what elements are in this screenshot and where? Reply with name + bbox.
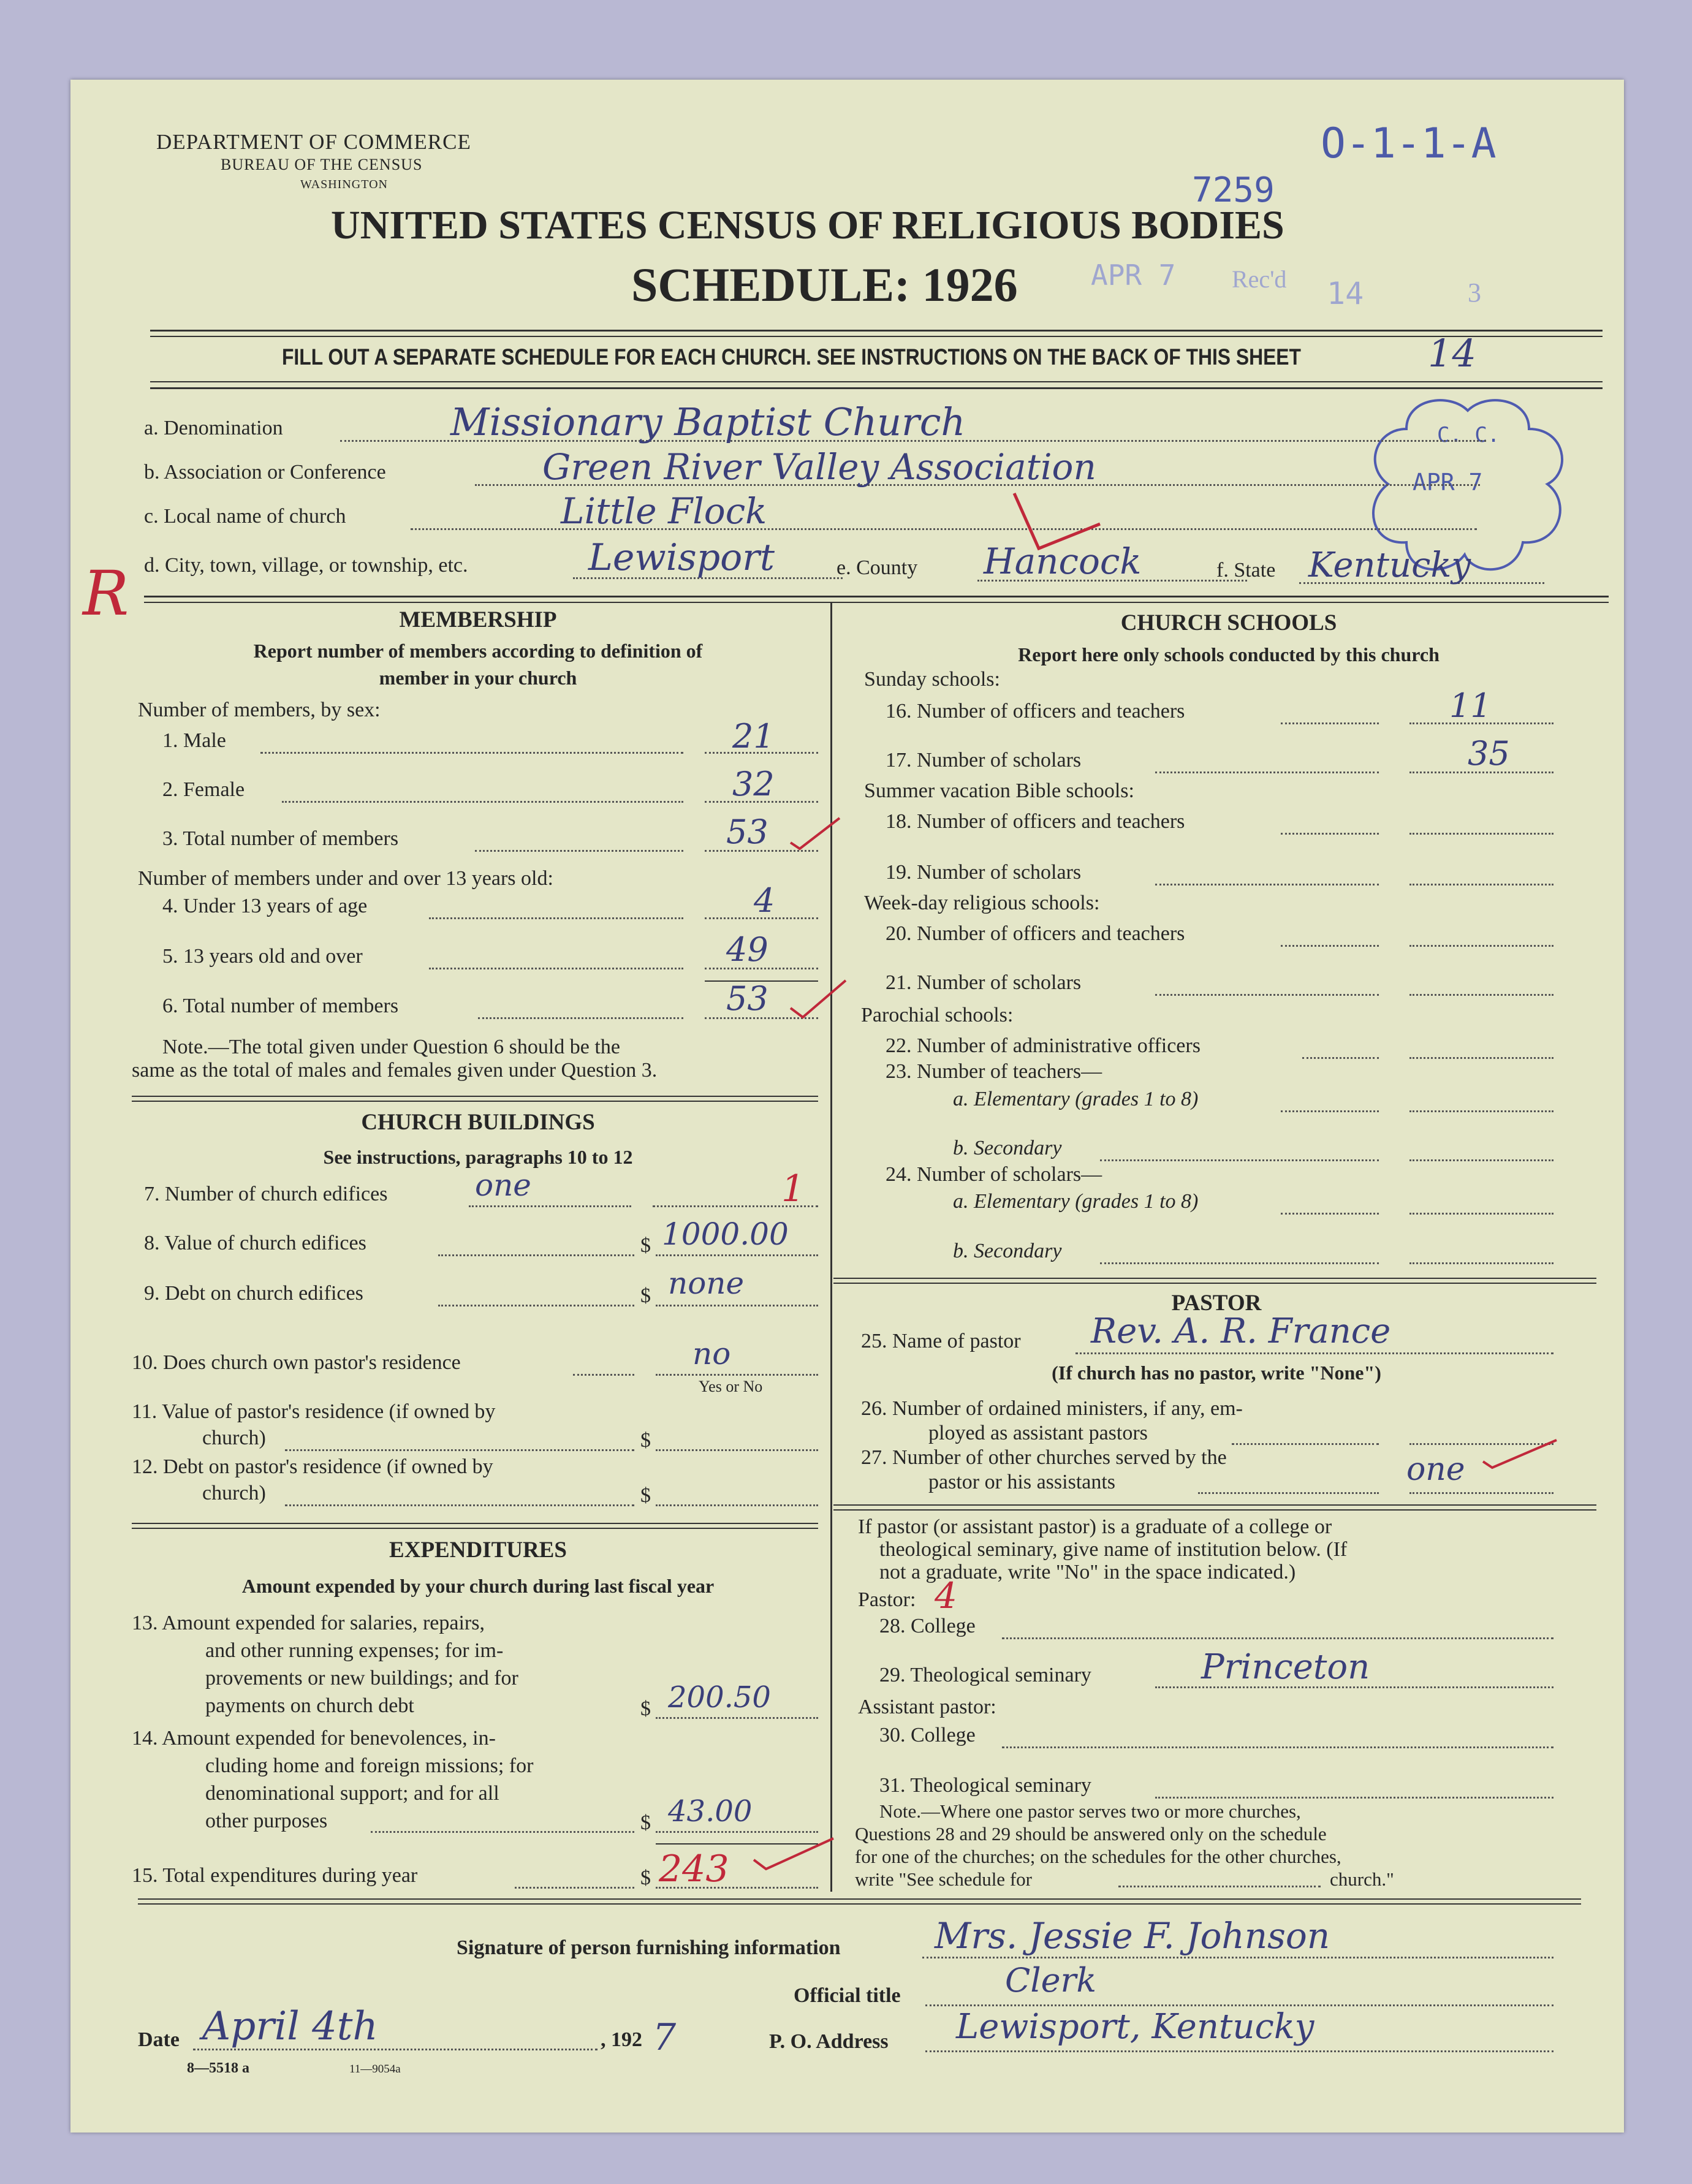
q11-line: [285, 1449, 634, 1451]
membership-note-2: same as the total of males and females given under Question 3.: [132, 1059, 658, 1082]
divider: [132, 1528, 818, 1529]
divider: [833, 1509, 1596, 1511]
q9-label: 9. Debt on church edifices: [144, 1282, 363, 1305]
q8-dollar: $: [640, 1234, 651, 1257]
q14-label-3: denominational support; and for all: [205, 1782, 499, 1805]
q16-line: [1281, 722, 1379, 724]
q13-label-1: 13. Amount expended for salaries, repairs,: [132, 1612, 485, 1634]
signature-value[interactable]: Mrs. Jessie F. Johnson: [935, 1915, 1330, 1957]
red-r-mark: R: [83, 558, 129, 629]
signature-label: Signature of person furnishing information: [457, 1936, 841, 1959]
q18-line: [1281, 833, 1379, 835]
date-value[interactable]: April 4th: [202, 2004, 378, 2049]
denomination-label: a. Denomination: [144, 417, 283, 439]
q7-label: 7. Number of church edifices: [144, 1183, 388, 1205]
pastor-note-1: Note.—Where one pastor serves two or more churches,: [879, 1800, 1301, 1822]
q31-line: [1155, 1797, 1554, 1799]
q23b-line: [1100, 1159, 1379, 1161]
q23a-label: a. Elementary (grades 1 to 8): [953, 1088, 1199, 1110]
q12-line: [285, 1504, 634, 1506]
membership-subtitle-1: Report number of members according to definition of: [253, 640, 703, 662]
red-check-mark-icon: [751, 1832, 837, 1875]
q3-label: 3. Total number of members: [162, 827, 399, 850]
q26-label-1: 26. Number of ordained ministers, if any, em-: [861, 1397, 1243, 1420]
q5-line: [429, 968, 683, 969]
pastor-heading: PASTOR: [1171, 1291, 1262, 1316]
file-code-stamp: O-1-1-A: [1321, 119, 1497, 168]
washington-heading: WASHINGTON: [300, 178, 388, 191]
q24a-line: [1281, 1213, 1379, 1215]
margin-handwritten-number: 14: [1428, 331, 1476, 376]
pastor-note-5: church.": [1330, 1868, 1394, 1890]
divider: [132, 1523, 818, 1524]
accession-number: 7259: [1192, 170, 1275, 210]
received-date-stamp: APR 7: [1091, 259, 1176, 292]
pastor-subheading: Pastor:: [858, 1588, 916, 1611]
form-number: 8—5518 a: [187, 2060, 249, 2076]
official-title-value[interactable]: Clerk: [1005, 1961, 1097, 2000]
q20-answer-line: [1409, 945, 1554, 947]
expenditures-heading: EXPENDITURES: [389, 1538, 567, 1563]
q21-answer-line: [1409, 994, 1554, 996]
q24b-line: [1100, 1262, 1379, 1264]
q17-label: 17. Number of scholars: [886, 749, 1082, 772]
q4-line: [429, 917, 683, 919]
schools-heading: CHURCH SCHOOLS: [1120, 610, 1337, 635]
q14-dollar: $: [640, 1811, 651, 1834]
q2-label: 2. Female: [162, 778, 245, 801]
q20-line: [1281, 945, 1379, 947]
q18-answer-line: [1409, 833, 1554, 835]
q25-note: (If church has no pastor, write "None"): [1052, 1362, 1381, 1384]
q19-answer-line: [1409, 884, 1554, 885]
divider: [833, 1283, 1596, 1284]
q9-answer-line: [656, 1305, 818, 1306]
q11-label-2: church): [202, 1427, 266, 1449]
q13-answer-line: [656, 1717, 818, 1719]
received-label-stamp: Rec'd: [1232, 265, 1287, 293]
official-title-label: Official title: [794, 1984, 901, 2007]
q14-label-4: other purposes: [205, 1810, 328, 1832]
state-value[interactable]: Kentucky: [1308, 545, 1471, 585]
q1-label: 1. Male: [162, 729, 226, 752]
q28-label: 28. College: [879, 1615, 976, 1637]
q12-label-2: church): [202, 1482, 266, 1504]
column-divider: [830, 602, 832, 1892]
date-label: Date: [138, 2028, 180, 2051]
q22-answer-line: [1409, 1057, 1554, 1059]
q4-label: 4. Under 13 years of age: [162, 895, 368, 917]
q9-line: [438, 1305, 634, 1306]
q3-value[interactable]: 53: [726, 813, 768, 851]
q15-line: [515, 1887, 634, 1889]
q8-line: [438, 1254, 634, 1256]
q16-value[interactable]: 11: [1449, 686, 1492, 725]
year-value[interactable]: 7: [653, 2016, 677, 2059]
expenditures-subtitle: Amount expended by your church during last fiscal year: [241, 1575, 715, 1597]
q14-value[interactable]: 43.00: [668, 1794, 753, 1829]
divider: [132, 1101, 818, 1102]
denomination-value[interactable]: Missionary Baptist Church: [450, 400, 966, 444]
q22-line: [1302, 1057, 1379, 1059]
q25-label: 25. Name of pastor: [861, 1330, 1021, 1352]
form-title: UNITED STATES CENSUS OF RELIGIOUS BODIES: [331, 203, 1284, 248]
q12-label-1: 12. Debt on pastor's residence (if owned by: [132, 1455, 493, 1478]
q13-label-2: and other running expenses; for im-: [205, 1639, 504, 1662]
cc-stamp-date: APR 7: [1413, 469, 1483, 496]
q23a-line: [1281, 1110, 1379, 1112]
received-number2-stamp: 3: [1468, 278, 1481, 308]
q23a-answer-line: [1409, 1110, 1554, 1112]
q7-value[interactable]: 1: [781, 1167, 805, 1210]
city-value[interactable]: Lewisport: [588, 536, 775, 579]
q10-label: 10. Does church own pastor's residence: [132, 1351, 461, 1374]
q23b-answer-line: [1409, 1159, 1554, 1161]
q24b-label: b. Secondary: [953, 1240, 1062, 1262]
q2-value[interactable]: 32: [732, 765, 775, 803]
q26-line: [1232, 1443, 1379, 1445]
q7-word-value[interactable]: one: [475, 1167, 531, 1203]
q15-value[interactable]: 243: [659, 1848, 729, 1890]
q4-value[interactable]: 4: [754, 881, 775, 920]
q25-line: [1076, 1352, 1554, 1354]
q24a-answer-line: [1409, 1213, 1554, 1215]
parochial-schools-heading: Parochial schools:: [861, 1004, 1014, 1026]
year-prefix: , 192: [601, 2028, 642, 2051]
graduate-instruction-2: theological seminary, give name of institution below. (If: [879, 1538, 1348, 1561]
local-name-label: c. Local name of church: [144, 505, 346, 528]
q21-label: 21. Number of scholars: [886, 971, 1082, 994]
q21-line: [1155, 994, 1379, 996]
q17-value[interactable]: 35: [1468, 734, 1510, 773]
q11-label-1: 11. Value of pastor's residence (if owned by: [132, 1400, 496, 1423]
buildings-subtitle: See instructions, paragraphs 10 to 12: [323, 1146, 633, 1168]
schedule-title: SCHEDULE: 1926: [631, 258, 1018, 311]
divider: [833, 1504, 1596, 1506]
red-check-mark-icon: [787, 974, 849, 1020]
q26-label-2: ployed as assistant pastors: [928, 1422, 1148, 1444]
official-title-line: [925, 2004, 1554, 2006]
weekday-schools-heading: Week-day religious schools:: [864, 892, 1100, 914]
q11-dollar: $: [640, 1429, 651, 1452]
local-name-value[interactable]: Little Flock: [561, 490, 767, 532]
q25-value[interactable]: Rev. A. R. France: [1091, 1311, 1391, 1351]
q30-label: 30. College: [879, 1724, 976, 1746]
association-value[interactable]: Green River Valley Association: [542, 446, 1096, 488]
q15-label: 15. Total expenditures during year: [132, 1864, 418, 1887]
signature-line: [922, 1957, 1554, 1958]
q11-answer-line: [656, 1449, 818, 1451]
q6-label: 6. Total number of members: [162, 995, 399, 1017]
divider: [150, 330, 1603, 332]
q1-line: [260, 752, 683, 754]
q15-dollar: $: [640, 1867, 651, 1889]
divider: [833, 1278, 1596, 1279]
divider: [138, 1903, 1581, 1905]
pastor-note-4: write "See schedule for: [855, 1868, 1032, 1890]
membership-heading: MEMBERSHIP: [399, 607, 557, 632]
q20-label: 20. Number of officers and teachers: [886, 922, 1185, 945]
association-label: b. Association or Conference: [144, 461, 386, 483]
pastor-note-2: Questions 28 and 29 should be answered only on the schedule: [855, 1823, 1327, 1845]
state-label: f. State: [1216, 559, 1276, 582]
q12-answer-line: [656, 1504, 818, 1506]
city-label: d. City, town, village, or township, etc.: [144, 554, 468, 577]
q5-value[interactable]: 49: [726, 930, 768, 969]
received-number-stamp: 14: [1327, 276, 1364, 311]
county-label: e. County: [837, 556, 918, 579]
q8-label: 8. Value of church edifices: [144, 1232, 366, 1254]
q13-dollar: $: [640, 1697, 651, 1720]
q9-dollar: $: [640, 1284, 651, 1307]
assistant-pastor-subheading: Assistant pastor:: [858, 1696, 996, 1718]
q27-line: [1198, 1492, 1379, 1494]
q14-line: [371, 1831, 634, 1833]
q28-line: [1002, 1637, 1554, 1639]
red-check-mark-icon: [1480, 1434, 1560, 1477]
q19-line: [1155, 884, 1379, 885]
divider: [144, 602, 1609, 603]
po-address-value[interactable]: Lewisport, Kentucky: [956, 2007, 1315, 2047]
members-by-sex-heading: Number of members, by sex:: [138, 699, 381, 721]
q18-label: 18. Number of officers and teachers: [886, 810, 1185, 833]
q17-line: [1155, 772, 1379, 773]
q24a-label: a. Elementary (grades 1 to 8): [953, 1190, 1199, 1213]
census-schedule-sheet: [70, 80, 1624, 2133]
graduate-instruction-1: If pastor (or assistant pastor) is a graduate of a college or: [858, 1515, 1332, 1538]
q13-label-4: payments on church debt: [205, 1694, 414, 1717]
divider: [144, 596, 1609, 597]
q30-line: [1002, 1746, 1554, 1748]
q7-line: [469, 1205, 631, 1207]
graduate-instruction-3: not a graduate, write "No" in the space indicated.): [879, 1561, 1296, 1583]
q5-label: 5. 13 years old and over: [162, 945, 363, 968]
q27-label-2: pastor or his assistants: [928, 1471, 1116, 1493]
q23-label: 23. Number of teachers—: [886, 1060, 1102, 1083]
q10-line: [573, 1374, 634, 1376]
q9-value[interactable]: none: [668, 1265, 745, 1301]
pastor-note-3: for one of the churches; on the schedules for the other churches,: [855, 1846, 1341, 1867]
q13-label-3: provements or new buildings; and for: [205, 1667, 518, 1689]
divider: [150, 336, 1603, 337]
pastor-note-blank: [1118, 1886, 1321, 1887]
age-heading: Number of members under and over 13 years old:: [138, 867, 553, 890]
q14-label-2: cluding home and foreign missions; for: [205, 1754, 534, 1777]
q10-value[interactable]: no: [692, 1336, 731, 1371]
membership-subtitle-2: member in your church: [379, 667, 577, 689]
q29-value[interactable]: Princeton: [1201, 1647, 1370, 1687]
department-heading: DEPARTMENT OF COMMERCE: [156, 130, 471, 154]
q19-label: 19. Number of scholars: [886, 861, 1082, 884]
yes-no-caption: Yes or No: [699, 1378, 763, 1395]
membership-note-1: Note.—The total given under Question 6 should be the: [162, 1036, 620, 1058]
q3-line: [475, 850, 683, 852]
print-number: 11—9054a: [349, 2063, 401, 2076]
q14-label-1: 14. Amount expended for benevolences, in-: [132, 1727, 496, 1750]
q6-line: [478, 1017, 683, 1019]
q24b-answer-line: [1409, 1262, 1554, 1264]
q27-answer-line: [1409, 1492, 1554, 1494]
q27-label-1: 27. Number of other churches served by the: [861, 1446, 1227, 1469]
q6-value[interactable]: 53: [726, 979, 768, 1018]
divider: [138, 1898, 1581, 1900]
q27-value[interactable]: one: [1406, 1451, 1465, 1488]
bureau-heading: BUREAU OF THE CENSUS: [221, 156, 423, 173]
q29-label: 29. Theological seminary: [879, 1664, 1091, 1686]
q22-label: 22. Number of administrative officers: [886, 1034, 1201, 1057]
instruction-banner: FILL OUT A SEPARATE SCHEDULE FOR EACH CHURCH. SEE INSTRUCTIONS ON THE BACK OF THIS SHEET: [282, 344, 1301, 370]
pastor-red-mark: 4: [935, 1575, 957, 1617]
sunday-schools-heading: Sunday schools:: [864, 668, 1000, 691]
summer-schools-heading: Summer vacation Bible schools:: [864, 779, 1134, 802]
q1-value[interactable]: 21: [732, 717, 775, 756]
q12-dollar: $: [640, 1484, 651, 1507]
divider: [150, 387, 1603, 389]
q16-label: 16. Number of officers and teachers: [886, 700, 1185, 722]
po-address-line: [925, 2050, 1554, 2052]
red-check-mark-icon: [787, 815, 843, 852]
divider: [150, 381, 1603, 382]
q31-label: 31. Theological seminary: [879, 1774, 1091, 1797]
q2-line: [282, 801, 683, 803]
county-value[interactable]: Hancock: [984, 540, 1142, 582]
q10-answer-line: [656, 1374, 818, 1376]
q8-answer-line: [656, 1254, 818, 1256]
schools-subtitle: Report here only schools conducted by this church: [1018, 643, 1440, 665]
divider: [132, 1096, 818, 1097]
po-address-label: P. O. Address: [769, 2030, 889, 2053]
buildings-heading: CHURCH BUILDINGS: [361, 1110, 595, 1135]
q23b-label: b. Secondary: [953, 1137, 1062, 1159]
cc-stamp-label: C. C.: [1437, 423, 1500, 447]
q24-label: 24. Number of scholars—: [886, 1163, 1102, 1186]
q8-value[interactable]: 1000.00: [662, 1216, 789, 1252]
q13-value[interactable]: 200.50: [668, 1680, 771, 1715]
